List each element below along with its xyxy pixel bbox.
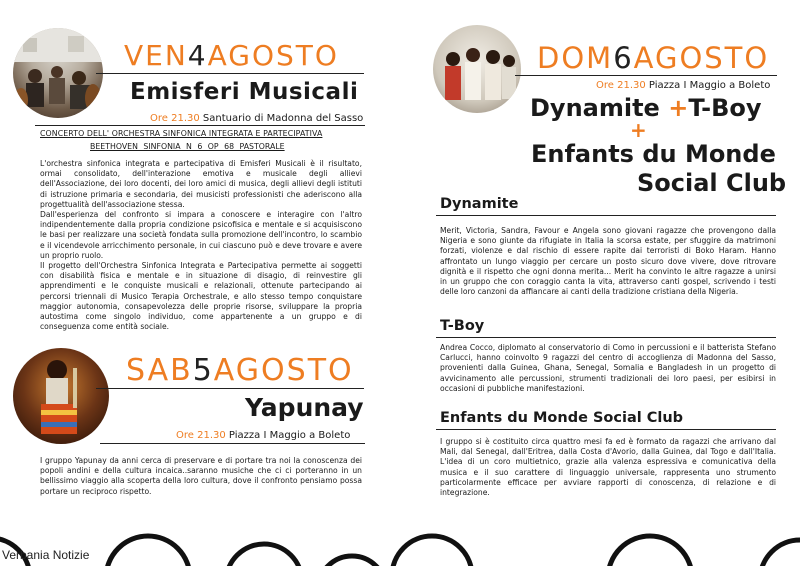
event1-day: VEN bbox=[124, 39, 188, 72]
event1-time-place bbox=[150, 113, 363, 124]
event2-month: AGOSTO bbox=[213, 353, 354, 388]
event2-day-number: 5 bbox=[192, 353, 214, 388]
event1-day-number: 4 bbox=[187, 39, 208, 72]
event3-day-number: 6 bbox=[613, 41, 634, 75]
event3-title-line2: Enfants du Monde bbox=[531, 140, 776, 168]
event1-paragraph: Il progetto dell'Orchestra Sinfonica Integrata e Partecipativa permette ai soggetti con disabilità fisica e mentale e in situazione di disagio, di reinvestire gli apprendimenti e le conquiste musicali e relazionali, ottenute partecipando ai percorsi triennali di Musico Terapia Orchestrale, e allo stesso tempo conquistare maggior autonomia, consapevolezza delle proprie risorse, sviluppare la propria autostima come singolo individuo, come appartenente a un gruppo e di conseguenza come entità sociale. bbox=[40, 261, 362, 332]
event2-subrule bbox=[100, 443, 365, 444]
event3-title-line3: Social Club bbox=[637, 169, 787, 197]
event2-title: Yapunay bbox=[245, 393, 364, 422]
section-paragraph: Andrea Cocco, diplomato al conservatorio di Como in percussioni e il batterista Stefano Carlucci, hanno coinvolto 9 ragazzi del centro di accoglienza di Madonna del Sasso, provenienti dalla Guinea, Ghana, Senegal, Somalia e Bangladesh in un progetto di avvicinamento alle percussioni, strumenti tradizionali dei loro paesi, per esibirsi in occasioni di pubbliche manifestazioni. bbox=[440, 343, 776, 393]
section-rule bbox=[436, 215, 776, 216]
event3-title-tboy: T-Boy bbox=[688, 94, 762, 122]
event3-time: Ore 21.30 bbox=[596, 80, 646, 91]
drummer-photo bbox=[13, 348, 109, 444]
event1-title: Emisferi Musicali bbox=[130, 79, 359, 105]
plus-sign: + bbox=[630, 118, 647, 142]
event1-paragraph: L'orchestra sinfonica integrata e partecipativa di Emisferi Musicali è il risultato, ormai consolidato, dell'interazione emotiva e musicale degli allievi dell'Associazione, dei loro docenti, dei loro amici di musica, degli allievi degli istituti di istruzione primaria e secondaria, dei musicisti professionisti che aderiscono alla progettualità dell'associazione stessa. bbox=[40, 159, 362, 209]
concert-program: BEETHOVEN SINFONIA N 6 OP 68 PASTORALE bbox=[90, 142, 285, 151]
watermark: Verbania Notizie bbox=[2, 548, 90, 562]
event1-place: Santuario di Madonna del Sasso bbox=[202, 113, 364, 124]
event3-place: Piazza I Maggio a Boleto bbox=[648, 80, 771, 91]
section-paragraph: I gruppo si è costituito circa quattro mesi fa ed è formato da ragazzi che arrivano dal Mali, dal Senegal, dall'Eritrea, dalla Costa d'Avorio, dalla Guinea, dal Togo e dall'Italia. L'idea di un coro multietnico, grazie alla valenza espressiva e comunicativa della musica e il suo carattere di linguaggio universale, rappresenta uno strumento particolarmente efficace per avviare rapporti di conoscenza, di relazione e di integrazione. bbox=[440, 437, 776, 498]
event2-paragraph: I gruppo Yapunay da anni cerca di preservare e di portare tra noi la conoscenza dei popoli andini e della cultura incaica..saranno musiche che ci ci porteranno in un bellissimo viaggio alla scoperta della loro cultura, dove il confronto pensiamo possa portare un reciproco rispetto. bbox=[40, 456, 362, 496]
event2-rule bbox=[96, 388, 364, 389]
event3-rule bbox=[515, 75, 777, 76]
event2-description bbox=[40, 456, 362, 497]
section-rule bbox=[436, 337, 776, 338]
section-heading: T-Boy bbox=[440, 318, 485, 334]
dynamite-photo bbox=[433, 25, 521, 113]
section-text bbox=[440, 437, 776, 498]
section-heading: Dynamite bbox=[440, 196, 519, 212]
event2-date bbox=[126, 353, 354, 388]
section-text bbox=[440, 343, 776, 394]
event2-place: Piazza I Maggio a Boleto bbox=[228, 430, 351, 441]
event2-time-place bbox=[176, 430, 350, 441]
event1-time: Ore 21.30 bbox=[150, 113, 200, 124]
event1-rule bbox=[96, 73, 364, 74]
event2-day: SAB bbox=[126, 353, 193, 388]
orchestra-photo bbox=[13, 28, 103, 118]
event3-month: AGOSTO bbox=[633, 41, 770, 75]
decorative-circles bbox=[0, 516, 800, 566]
event3-day: DOM bbox=[537, 41, 614, 75]
section-heading: Enfants du Monde Social Club bbox=[440, 410, 684, 426]
event3-date bbox=[537, 43, 769, 73]
event3-time-place bbox=[596, 80, 770, 91]
event2-time: Ore 21.30 bbox=[176, 430, 226, 441]
event3-title-dynamite: Dynamite bbox=[530, 94, 660, 122]
event1-month: AGOSTO bbox=[207, 39, 339, 72]
event1-description bbox=[40, 159, 362, 332]
concert-heading: CONCERTO DELL' ORCHESTRA SINFONICA INTEGRATA E PARTECIPATIVA bbox=[40, 129, 323, 138]
plus-sign: + bbox=[668, 94, 689, 122]
event1-date bbox=[124, 41, 339, 71]
section-text bbox=[440, 226, 776, 297]
section-paragraph: Merit, Victoria, Sandra, Favour e Angela sono giovani ragazze che provengono dalla Nigeria e sono giunte da rifugiate in Italia la scorsa estate, per sfuggire da matrimoni forzati, violenze e dal rischio di essere rapite dai terroristi di Boko Haram. Hanno affrontato un lungo viaggio per cercare un posto sicuro dove vivere, dove ritrovare dignità e il rispetto che ogni donna merita... Merit ha convinto le altre ragazze a unirsi in un gruppo che con coraggio canta la vita, attraverso canti gospel, scrivendo i testi delle loro canzoni da affiancare ai canti della tradizione cristiana della Nigeria. bbox=[440, 226, 776, 297]
section-rule bbox=[436, 429, 776, 430]
event1-paragraph: Dall'esperienza del confronto si impara a conoscere e interagire con l'altro indipendentemente dalla propria condizione psicofisica e mentale e si acquisiscono le basi per realizzare una società fondata sulla promozione dell'incontro, lo scambio e il vicendevole arricchimento personale, in cui ciascuno può e deve trovare e avere un proprio ruolo. bbox=[40, 210, 362, 260]
event1-subrule bbox=[35, 125, 365, 126]
